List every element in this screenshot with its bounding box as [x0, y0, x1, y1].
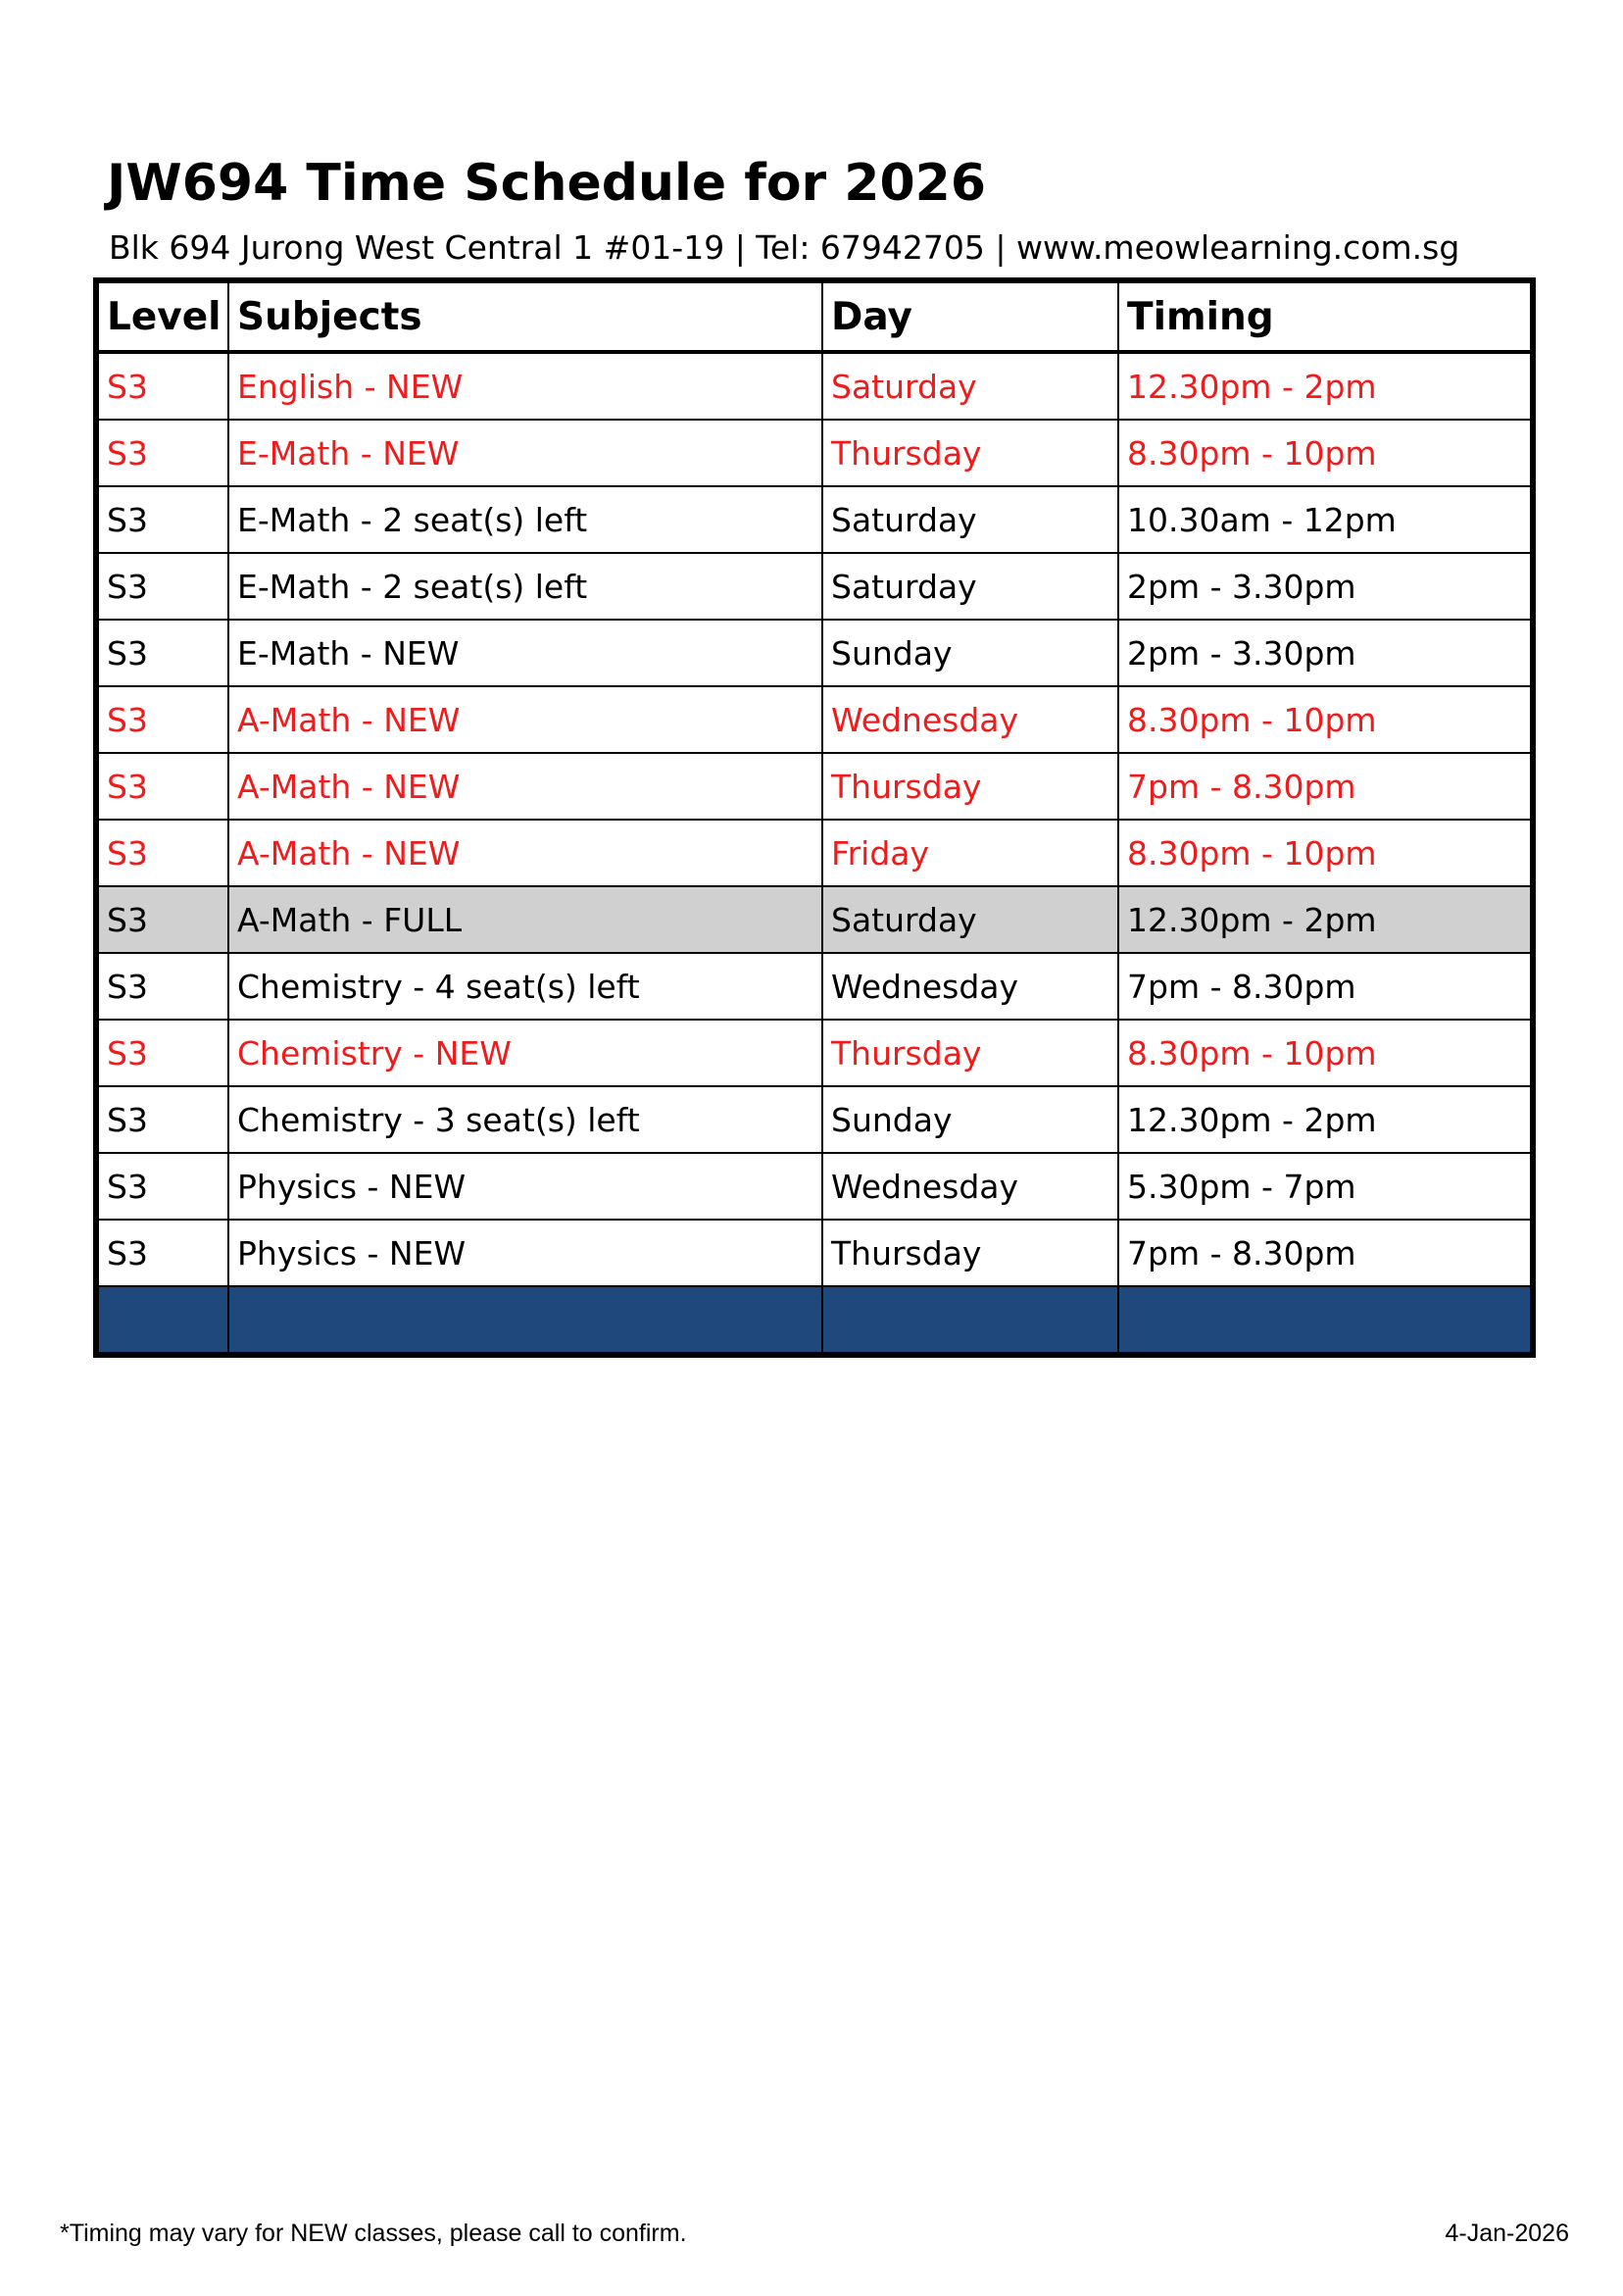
- cell-level: S3: [98, 620, 228, 686]
- cell-timing: 12.30pm - 2pm: [1118, 352, 1531, 420]
- table-header-row: [98, 282, 1531, 352]
- timing-footnote: *Timing may vary for NEW classes, please call to confirm.: [60, 2220, 687, 2247]
- cell-day: Thursday: [822, 1220, 1118, 1286]
- table-row: [98, 1220, 1531, 1286]
- column-header-day: Day: [822, 282, 1118, 352]
- table-row: [98, 352, 1531, 420]
- cell-subject: A-Math - NEW: [228, 686, 822, 753]
- schedule-rows: [98, 352, 1531, 1286]
- table-row: [98, 553, 1531, 620]
- footer-bar-cell: [98, 1286, 228, 1353]
- cell-subject: E-Math - NEW: [228, 420, 822, 486]
- cell-day: Thursday: [822, 1020, 1118, 1086]
- address-contact-line: Blk 694 Jurong West Central 1 #01-19 | Tel: 67942705 | www.meowlearning.com.sg: [109, 228, 1460, 267]
- cell-day: Sunday: [822, 1086, 1118, 1153]
- table-row: [98, 1020, 1531, 1086]
- cell-subject: English - NEW: [228, 352, 822, 420]
- cell-subject: A-Math - NEW: [228, 820, 822, 886]
- table-footer-bar: [98, 1286, 1531, 1353]
- cell-timing: 7pm - 8.30pm: [1118, 753, 1531, 820]
- cell-level: S3: [98, 352, 228, 420]
- cell-day: Friday: [822, 820, 1118, 886]
- cell-level: S3: [98, 753, 228, 820]
- table-row: [98, 486, 1531, 553]
- footer-bar-cell: [228, 1286, 822, 1353]
- cell-subject: Physics - NEW: [228, 1220, 822, 1286]
- cell-subject: E-Math - 2 seat(s) left: [228, 486, 822, 553]
- cell-level: S3: [98, 553, 228, 620]
- cell-subject: E-Math - 2 seat(s) left: [228, 553, 822, 620]
- cell-subject: A-Math - FULL: [228, 886, 822, 953]
- cell-level: S3: [98, 486, 228, 553]
- cell-timing: 7pm - 8.30pm: [1118, 953, 1531, 1020]
- cell-level: S3: [98, 1220, 228, 1286]
- cell-timing: 12.30pm - 2pm: [1118, 886, 1531, 953]
- cell-day: Thursday: [822, 753, 1118, 820]
- cell-day: Saturday: [822, 886, 1118, 953]
- cell-level: S3: [98, 953, 228, 1020]
- column-header-timing: Timing: [1118, 282, 1531, 352]
- cell-day: Saturday: [822, 486, 1118, 553]
- cell-day: Wednesday: [822, 686, 1118, 753]
- table-row: [98, 686, 1531, 753]
- cell-level: S3: [98, 420, 228, 486]
- cell-level: S3: [98, 1153, 228, 1220]
- schedule-table: [97, 281, 1532, 1354]
- cell-timing: 2pm - 3.30pm: [1118, 620, 1531, 686]
- table-row: [98, 820, 1531, 886]
- cell-day: Wednesday: [822, 1153, 1118, 1220]
- cell-day: Sunday: [822, 620, 1118, 686]
- cell-timing: 2pm - 3.30pm: [1118, 553, 1531, 620]
- cell-subject: Physics - NEW: [228, 1153, 822, 1220]
- cell-subject: Chemistry - 3 seat(s) left: [228, 1086, 822, 1153]
- page-title: JW694 Time Schedule for 2026: [107, 154, 987, 213]
- cell-timing: 12.30pm - 2pm: [1118, 1086, 1531, 1153]
- cell-level: S3: [98, 686, 228, 753]
- column-header-subjects: Subjects: [228, 282, 822, 352]
- cell-timing: 8.30pm - 10pm: [1118, 686, 1531, 753]
- cell-timing: 8.30pm - 10pm: [1118, 420, 1531, 486]
- cell-subject: A-Math - NEW: [228, 753, 822, 820]
- footer-bar-cell: [822, 1286, 1118, 1353]
- cell-subject: Chemistry - NEW: [228, 1020, 822, 1086]
- document-date: 4-Jan-2026: [1445, 2220, 1569, 2247]
- cell-day: Thursday: [822, 420, 1118, 486]
- cell-level: S3: [98, 1086, 228, 1153]
- table-row: [98, 753, 1531, 820]
- column-header-level: Level: [98, 282, 228, 352]
- table-row: [98, 1086, 1531, 1153]
- cell-subject: E-Math - NEW: [228, 620, 822, 686]
- table-row: [98, 1153, 1531, 1220]
- cell-day: Saturday: [822, 553, 1118, 620]
- table-row: [98, 420, 1531, 486]
- table-row: [98, 886, 1531, 953]
- cell-timing: 10.30am - 12pm: [1118, 486, 1531, 553]
- cell-day: Wednesday: [822, 953, 1118, 1020]
- table-row: [98, 620, 1531, 686]
- cell-level: S3: [98, 1020, 228, 1086]
- cell-level: S3: [98, 886, 228, 953]
- cell-subject: Chemistry - 4 seat(s) left: [228, 953, 822, 1020]
- cell-timing: 8.30pm - 10pm: [1118, 820, 1531, 886]
- cell-timing: 8.30pm - 10pm: [1118, 1020, 1531, 1086]
- table-row: [98, 953, 1531, 1020]
- cell-day: Saturday: [822, 352, 1118, 420]
- cell-level: S3: [98, 820, 228, 886]
- cell-timing: 7pm - 8.30pm: [1118, 1220, 1531, 1286]
- footer-bar-cell: [1118, 1286, 1531, 1353]
- cell-timing: 5.30pm - 7pm: [1118, 1153, 1531, 1220]
